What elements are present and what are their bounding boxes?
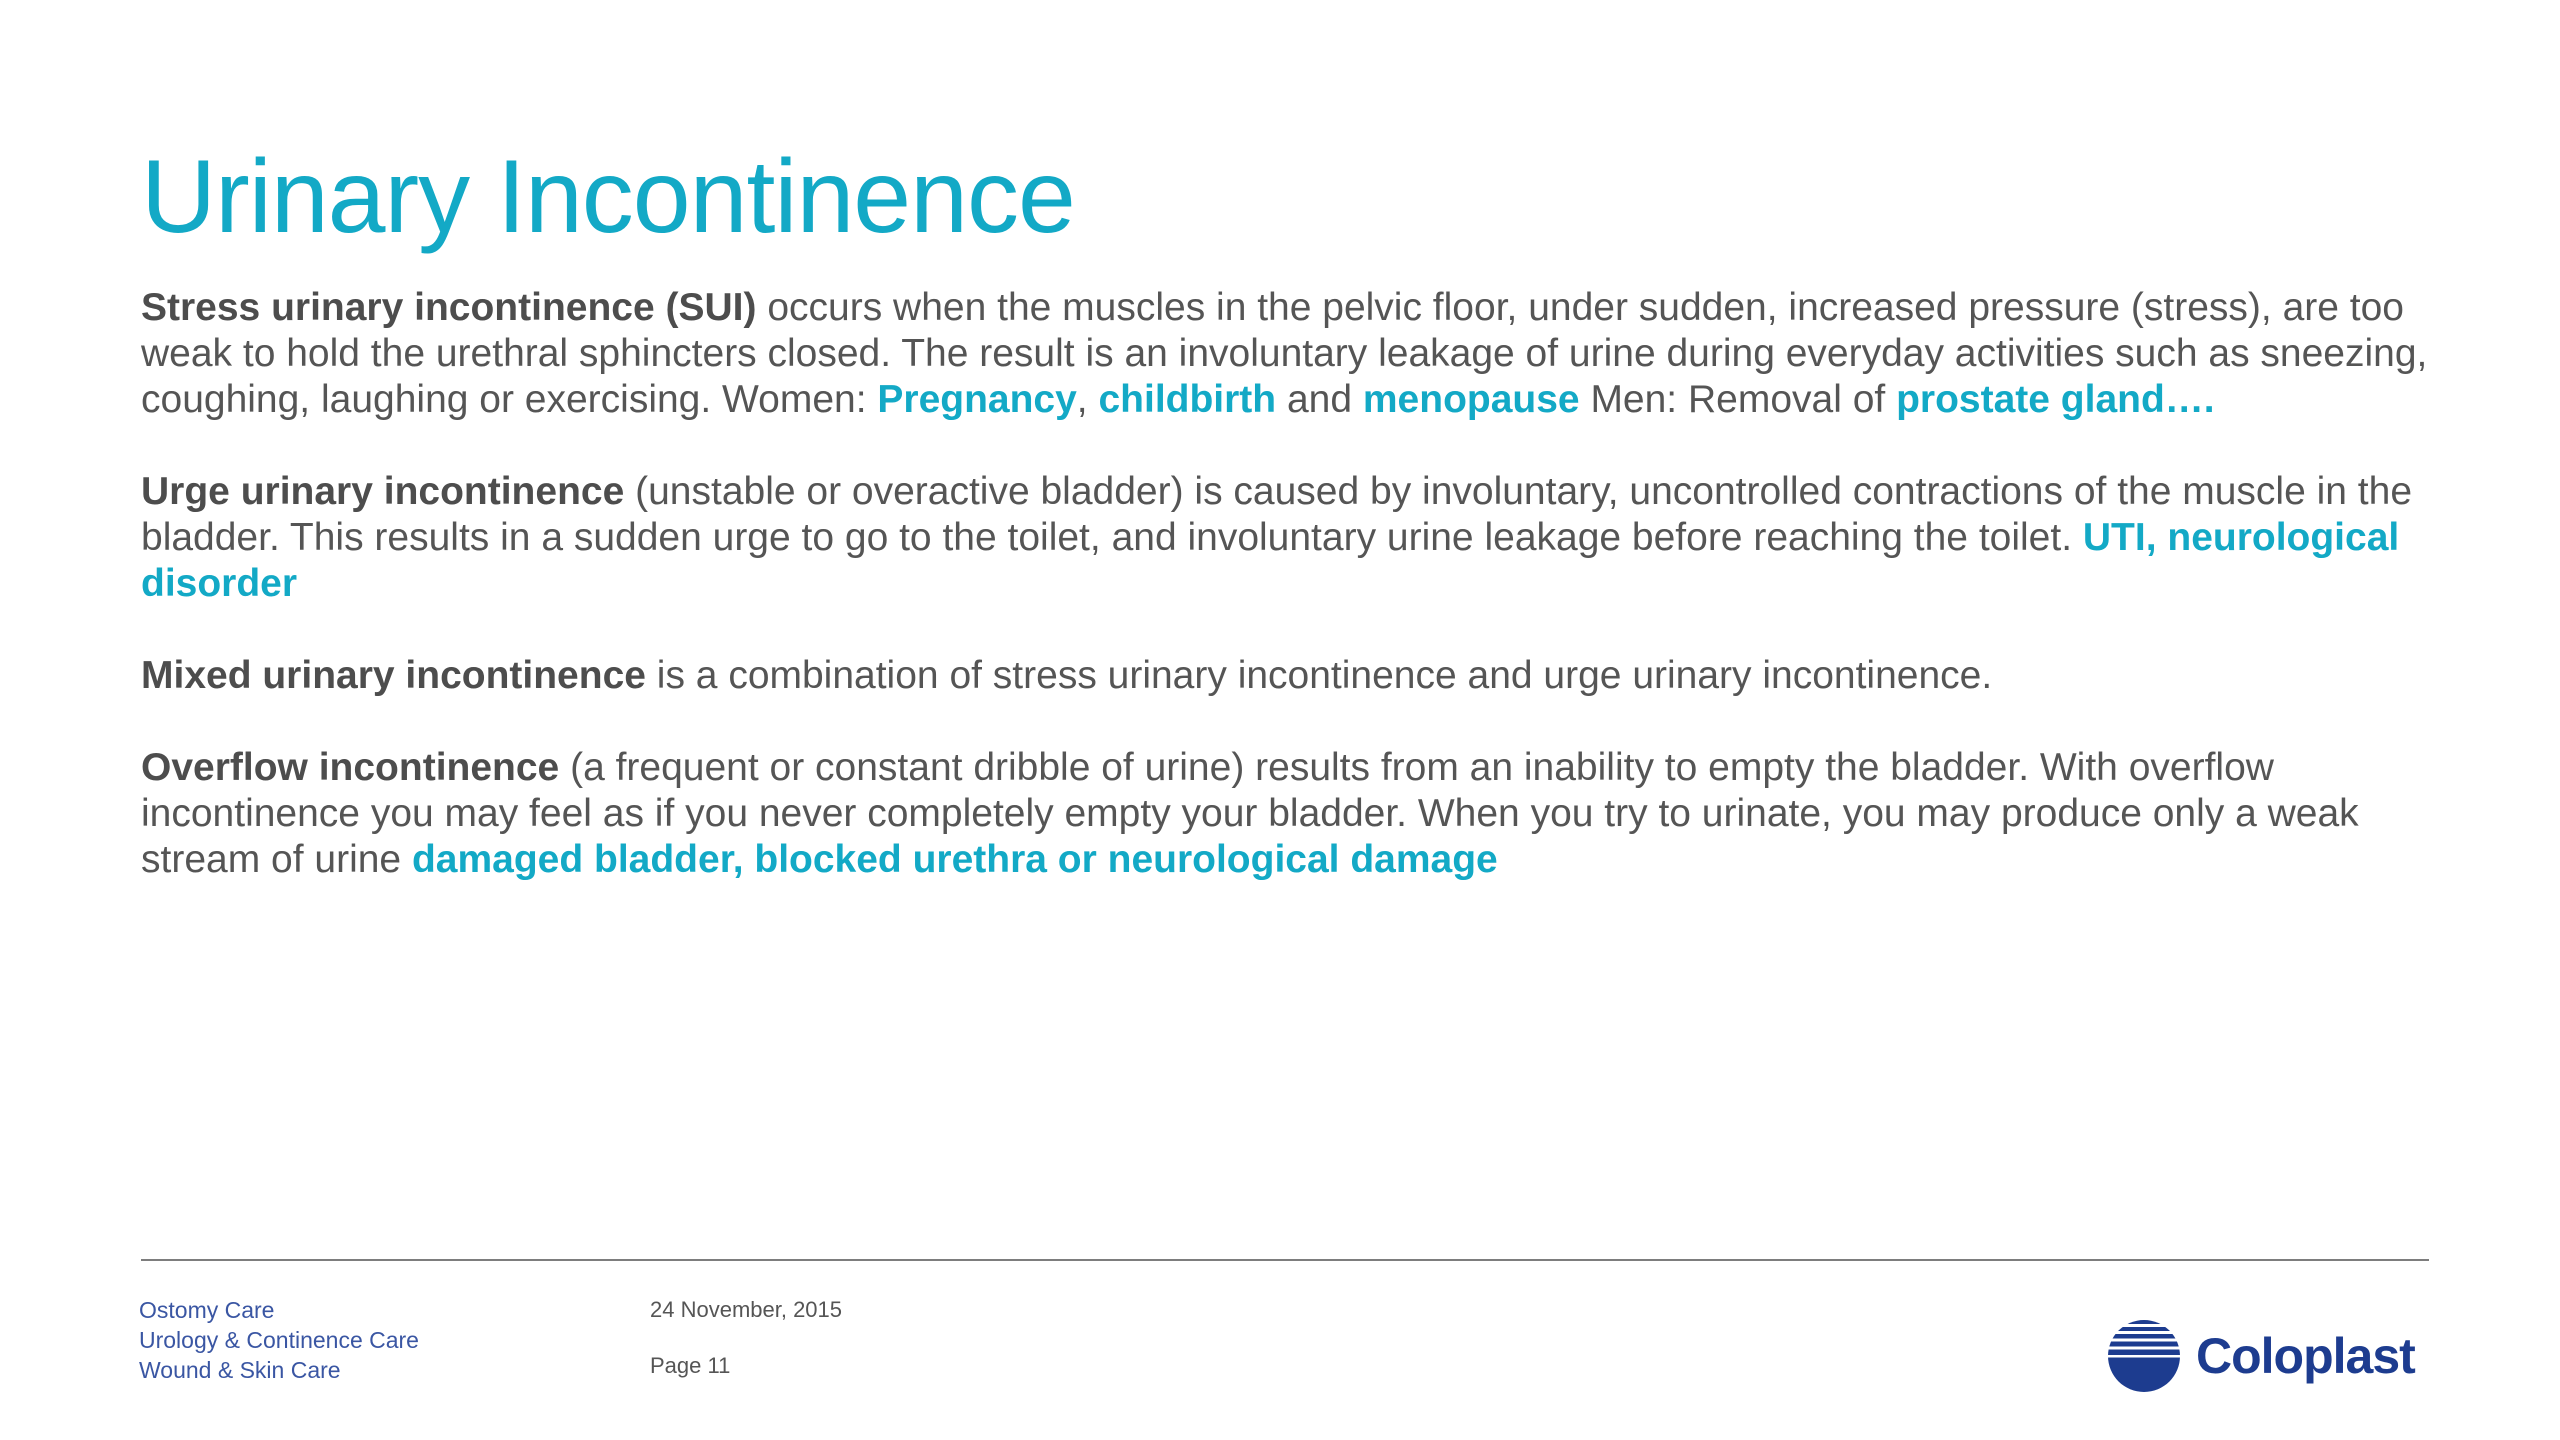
business-area-ostomy: Ostomy Care [139,1297,275,1323]
business-area-wound: Wound & Skin Care [139,1357,341,1383]
highlight-overflow-causes: damaged bladder, blocked urethra or neurological damage [411,838,1498,881]
stress-description: occurs when the muscles in the pelvic floor, under sudden, increased pressure (stress), are too weak to hold the urethral sphincters closed. The result is an involuntary leakage of urine during everyday activities such as sneezing, coughing, laughing or exercising. Women: [141,286,2428,421]
term-overflow-incontinence: Overflow incontinence [141,746,560,789]
paragraph-overflow-incontinence [141,745,2441,883]
coloplast-logo-icon [2106,1318,2182,1394]
highlight-prostate-gland: prostate gland…. [1896,378,2215,421]
logo-wordmark: Coloplast [2196,1328,2415,1384]
highlight-urge-causes: UTI, neurological disorder [141,516,2400,605]
separator-and: and [1276,378,1363,421]
paragraph-mixed-incontinence [141,653,2441,699]
paragraph-stress-incontinence [141,285,2441,423]
business-area-urology: Urology & Continence Care [139,1327,419,1353]
term-urge-incontinence: Urge urinary incontinence [141,470,625,513]
footer-divider [141,1259,2429,1261]
highlight-childbirth: childbirth [1098,378,1277,421]
footer-date: 24 November, 2015 [650,1297,843,1322]
urge-description: (unstable or overactive bladder) is caused by involuntary, uncontrolled contractions of the muscle in the bladder. This results in a sudden urge to go to the toilet, and involuntary urine leakage before reaching the toilet. [141,470,2413,559]
separator-comma: , [1076,378,1099,421]
men-cause-text: Men: Removal of [1579,378,1897,421]
page-number: Page 11 [650,1353,731,1378]
business-areas [139,1295,419,1385]
slide-body [141,285,2441,929]
slide-title: Urinary Incontinence [141,139,1075,255]
coloplast-logo [2106,1318,2415,1394]
paragraph-urge-incontinence [141,469,2441,607]
term-mixed-incontinence: Mixed urinary incontinence [141,654,646,697]
term-stress-incontinence: Stress urinary incontinence (SUI) [141,286,757,329]
mixed-description: is a combination of stress urinary incontinence and urge urinary incontinence. [645,654,1993,697]
overflow-description: (a frequent or constant dribble of urine) results from an inability to empty the bladder. With overflow incontinence you may feel as if you never completely empty your bladder. When you try to urinate, you may produce only a weak stream of urine [141,746,2359,881]
highlight-menopause: menopause [1362,378,1580,421]
highlight-pregnancy: Pregnancy [877,378,1077,421]
